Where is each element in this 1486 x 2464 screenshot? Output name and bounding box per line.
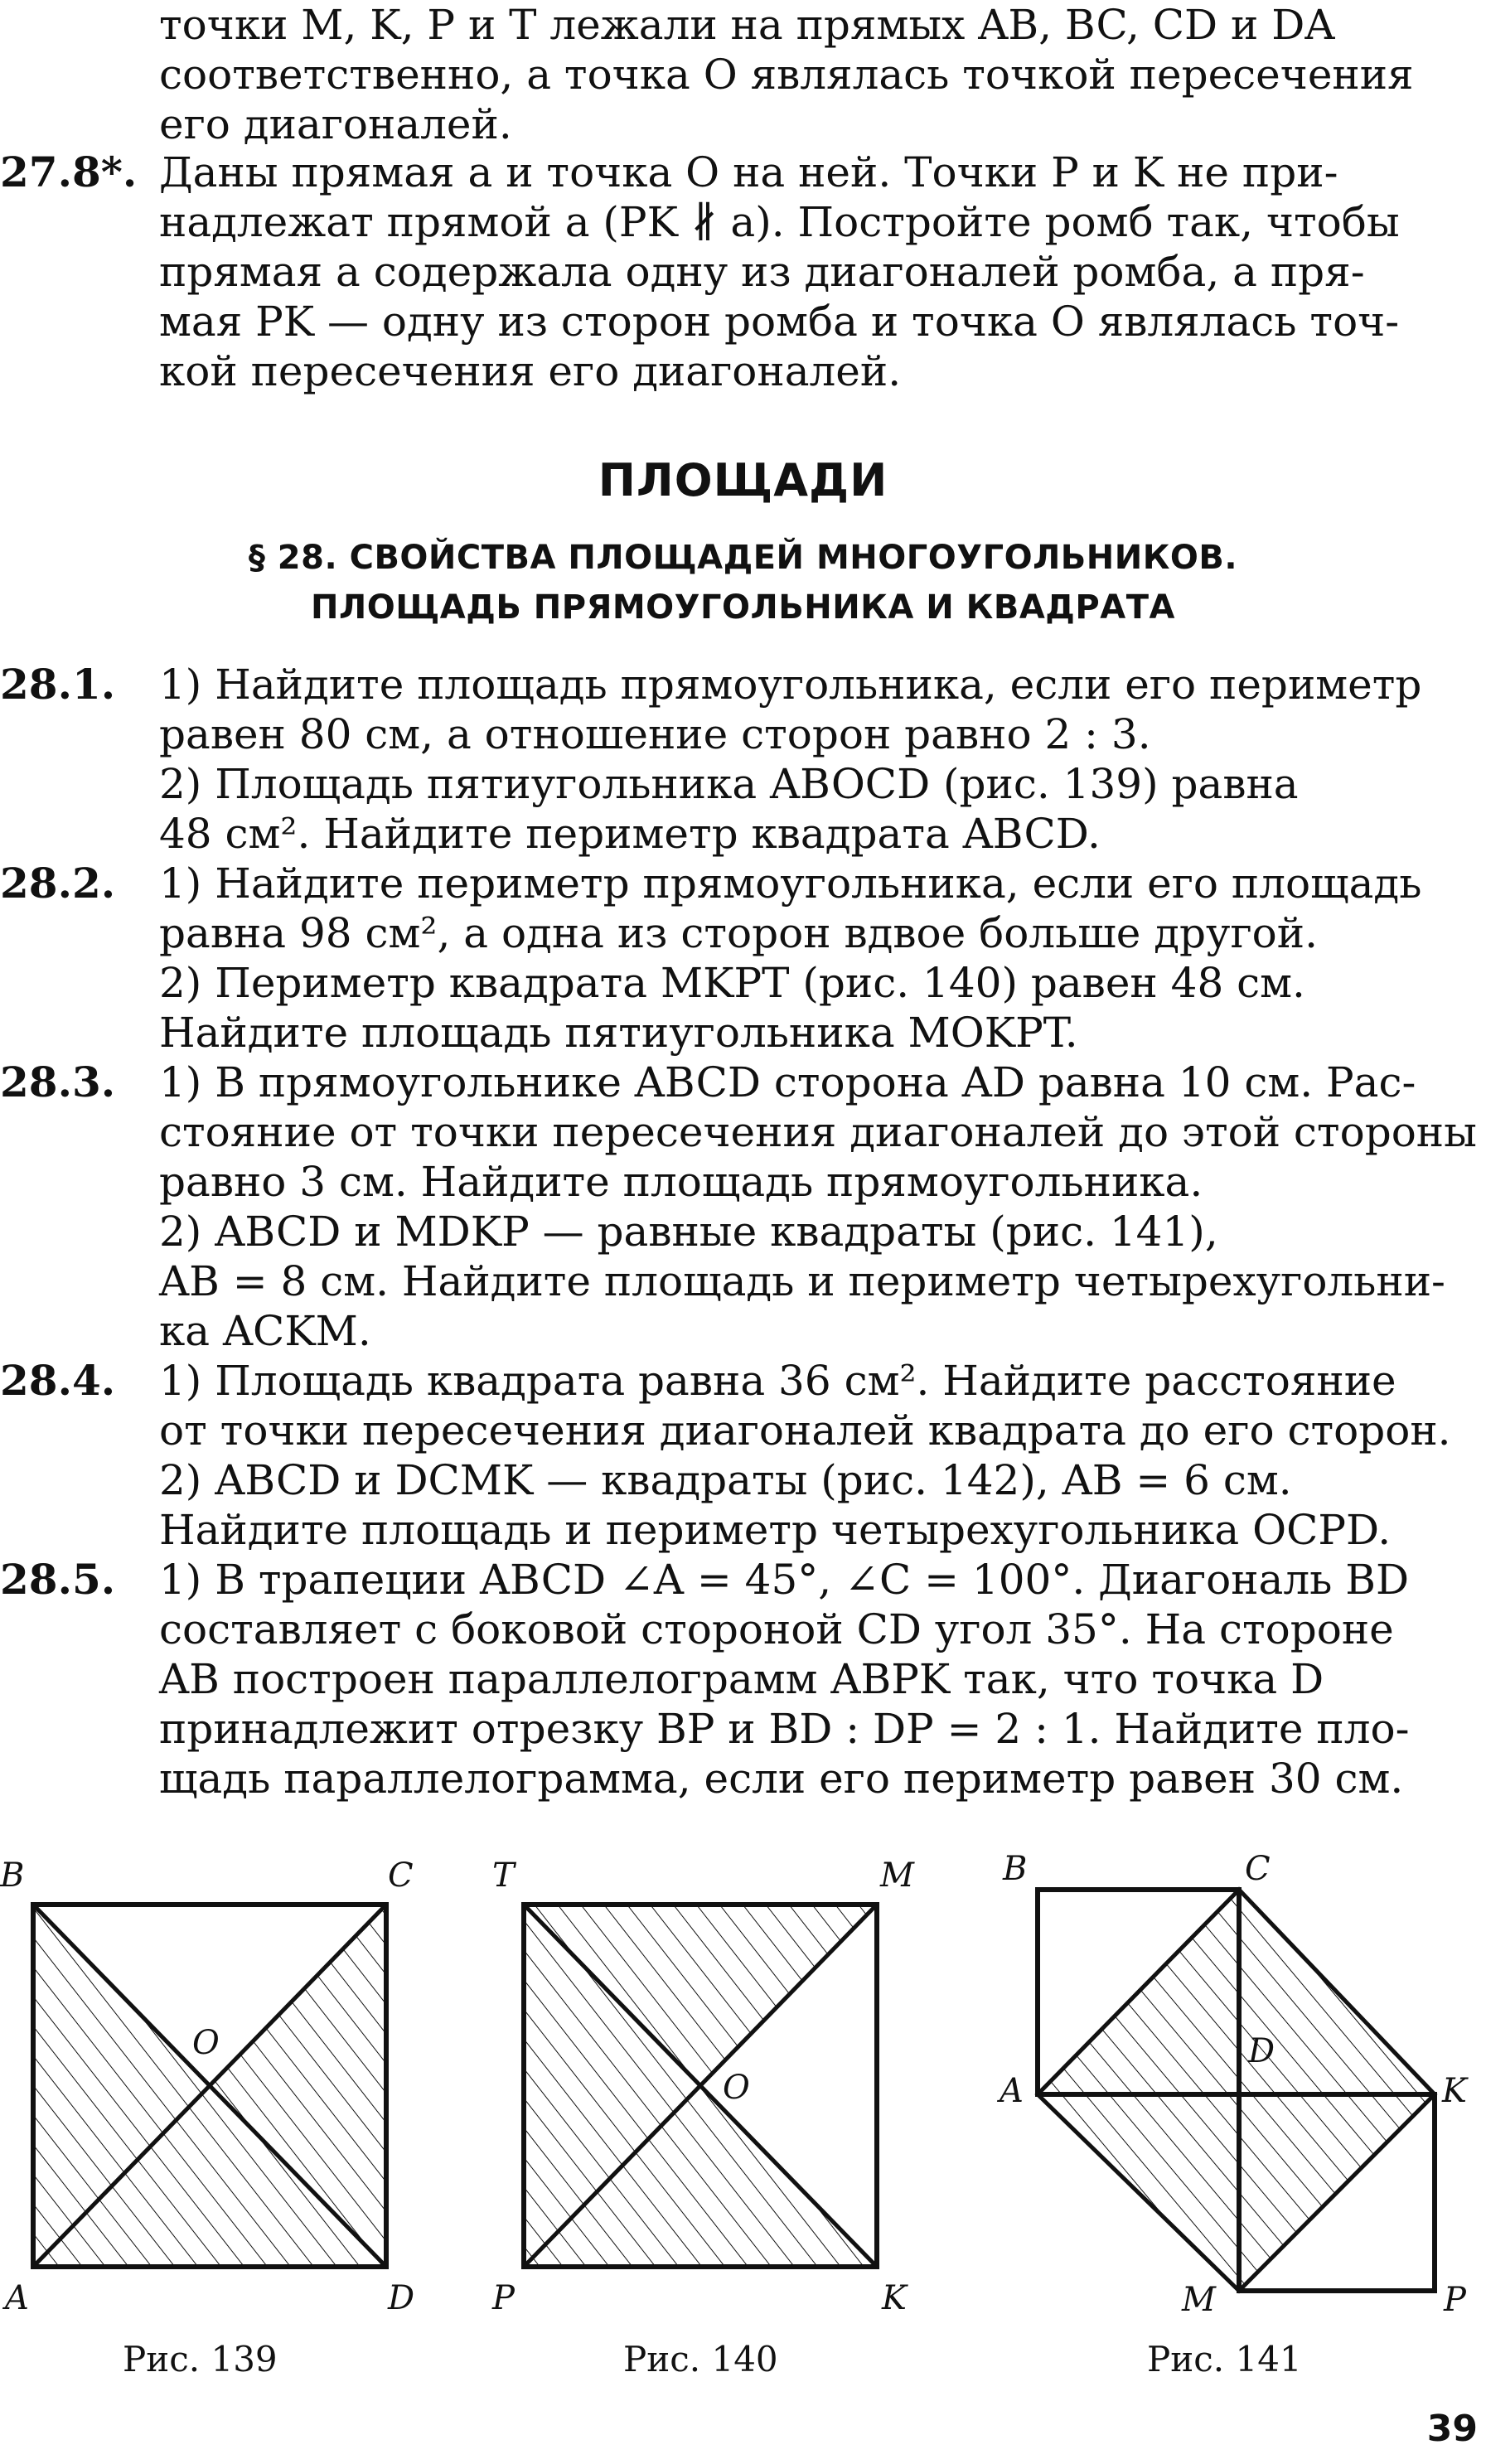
- text-line: 2) ABCD и DCMK — квадраты (рис. 142), AB = 6 см.: [159, 1456, 1292, 1504]
- text-line: 1) В трапеции ABCD ∠A = 45°, ∠C = 100°. Диагональ BD: [159, 1556, 1410, 1604]
- text-line: 2) Площадь пятиугольника ABOCD (рис. 139) равна: [159, 760, 1299, 808]
- problem-number: 27.8*.: [0, 148, 138, 196]
- text-line: мая PK — одну из сторон ромба и точка O являлась точ-: [159, 298, 1400, 346]
- text-line: Даны прямая a и точка O на ней. Точки P и K не при-: [159, 148, 1338, 196]
- hatched-quadrilateral-ackm: [1038, 1890, 1435, 2291]
- label-c: C: [388, 1856, 414, 1895]
- label-c: C: [1245, 1850, 1271, 1888]
- problem-28-1: [0, 660, 1486, 859]
- problem-28-2: [0, 859, 1486, 1058]
- figure-140-drawing: [481, 1807, 945, 2321]
- text-line: его диагоналей.: [159, 100, 512, 148]
- text-line: стояние от точки пересечения диагоналей до этой стороны: [159, 1108, 1477, 1156]
- text-line: равен 80 см, а отношение сторон равно 2 : 3.: [159, 710, 1151, 758]
- text-line: щадь параллелограмма, если его периметр равен 30 см.: [159, 1755, 1404, 1803]
- section-title-line-2: ПЛОЩАДЬ ПРЯМОУГОЛЬНИКА И КВАДРАТА: [311, 588, 1175, 627]
- text-line: 48 см². Найдите периметр квадрата ABCD.: [159, 810, 1101, 858]
- text-line: 1) Найдите площадь прямоугольника, если его периметр: [159, 661, 1422, 709]
- text-line: 2) Периметр квадрата MKPT (рис. 140) равен 48 см.: [159, 959, 1305, 1007]
- problem-27-8: [0, 148, 1486, 396]
- text-line: ка ACKM.: [159, 1307, 371, 1355]
- label-d: D: [388, 2279, 415, 2317]
- problem-number: 28.2.: [0, 859, 116, 908]
- label-p: P: [1444, 2281, 1466, 2319]
- label-a: A: [1000, 2072, 1024, 2110]
- text-line: точки M, K, P и T лежали на прямых AB, BC, CD и DA: [159, 1, 1335, 49]
- figure-141-drawing: [986, 1807, 1486, 2321]
- label-m: M: [880, 1856, 914, 1895]
- caption-fig-139: Рис. 139: [123, 2339, 278, 2379]
- label-d: D: [1248, 2032, 1275, 2070]
- caption-fig-140: Рис. 140: [623, 2339, 778, 2379]
- problem-number: 28.3.: [0, 1058, 116, 1106]
- label-t: T: [492, 1856, 515, 1895]
- problem-number: 28.4.: [0, 1356, 116, 1405]
- problem-number: 28.1.: [0, 660, 116, 709]
- text-line: AB = 8 см. Найдите площадь и периметр четырехугольни-: [159, 1257, 1445, 1305]
- figure-141: [986, 1807, 1486, 2321]
- text-line: равна 98 см², а одна из сторон вдвое больше другой.: [159, 909, 1318, 957]
- figure-139: [0, 1807, 464, 2321]
- label-p: P: [492, 2279, 515, 2317]
- text-line: надлежат прямой a (PK ∦ a). Постройте ромб так, чтобы: [159, 198, 1400, 246]
- label-o: O: [192, 2024, 220, 2062]
- label-b: B: [0, 1856, 25, 1895]
- text-line: 1) Найдите периметр прямоугольника, если его площадь: [159, 859, 1422, 908]
- figure-140: [481, 1807, 945, 2321]
- problem-28-5: [0, 1555, 1486, 1803]
- text-line: Найдите площадь пятиугольника MOKPT.: [159, 1009, 1078, 1057]
- problem-27-7-continuation: [0, 0, 1486, 149]
- page-number: 39: [1426, 2408, 1478, 2450]
- text-line: 1) В прямоугольнике ABCD сторона AD равна 10 см. Рас-: [159, 1058, 1416, 1106]
- caption-fig-141: Рис. 141: [1147, 2339, 1302, 2379]
- text-line: 2) ABCD и MDKP — равные квадраты (рис. 141),: [159, 1208, 1218, 1256]
- text-line: AB построен параллелограмм ABPK так, что точка D: [159, 1655, 1324, 1703]
- label-k: K: [882, 2279, 907, 2317]
- label-a: A: [5, 2279, 29, 2317]
- section-title-line-1: § 28. СВОЙСТВА ПЛОЩАДЕЙ МНОГОУГОЛЬНИКОВ.: [248, 539, 1238, 577]
- text-line: от точки пересечения диагоналей квадрата до его сторон.: [159, 1406, 1451, 1455]
- text-line: прямая a содержала одну из диагоналей ромба, а пря-: [159, 248, 1365, 296]
- text-line: соответственно, а точка O являлась точкой пересечения: [159, 51, 1414, 99]
- chapter-title: ПЛОЩАДИ: [598, 454, 888, 506]
- label-k: K: [1442, 2072, 1467, 2110]
- text-line: принадлежит отрезку BP и BD : DP = 2 : 1. Найдите пло-: [159, 1705, 1410, 1753]
- text-line: Найдите площадь и периметр четырехугольника OCPD.: [159, 1506, 1392, 1554]
- label-b: B: [1003, 1850, 1028, 1888]
- problem-number: 28.5.: [0, 1555, 116, 1604]
- label-o: O: [723, 2069, 750, 2107]
- problem-28-4: [0, 1356, 1486, 1555]
- problem-28-3: [0, 1058, 1486, 1356]
- problem-list: [0, 660, 1486, 1803]
- label-m: M: [1182, 2281, 1216, 2319]
- text-line: кой пересечения его диагоналей.: [159, 347, 902, 395]
- text-line: 1) Площадь квадрата равна 36 см². Найдите расстояние: [159, 1357, 1396, 1405]
- text-line: равно 3 см. Найдите площадь прямоугольника.: [159, 1158, 1203, 1206]
- text-line: составляет с боковой стороной CD угол 35°. На стороне: [159, 1605, 1394, 1653]
